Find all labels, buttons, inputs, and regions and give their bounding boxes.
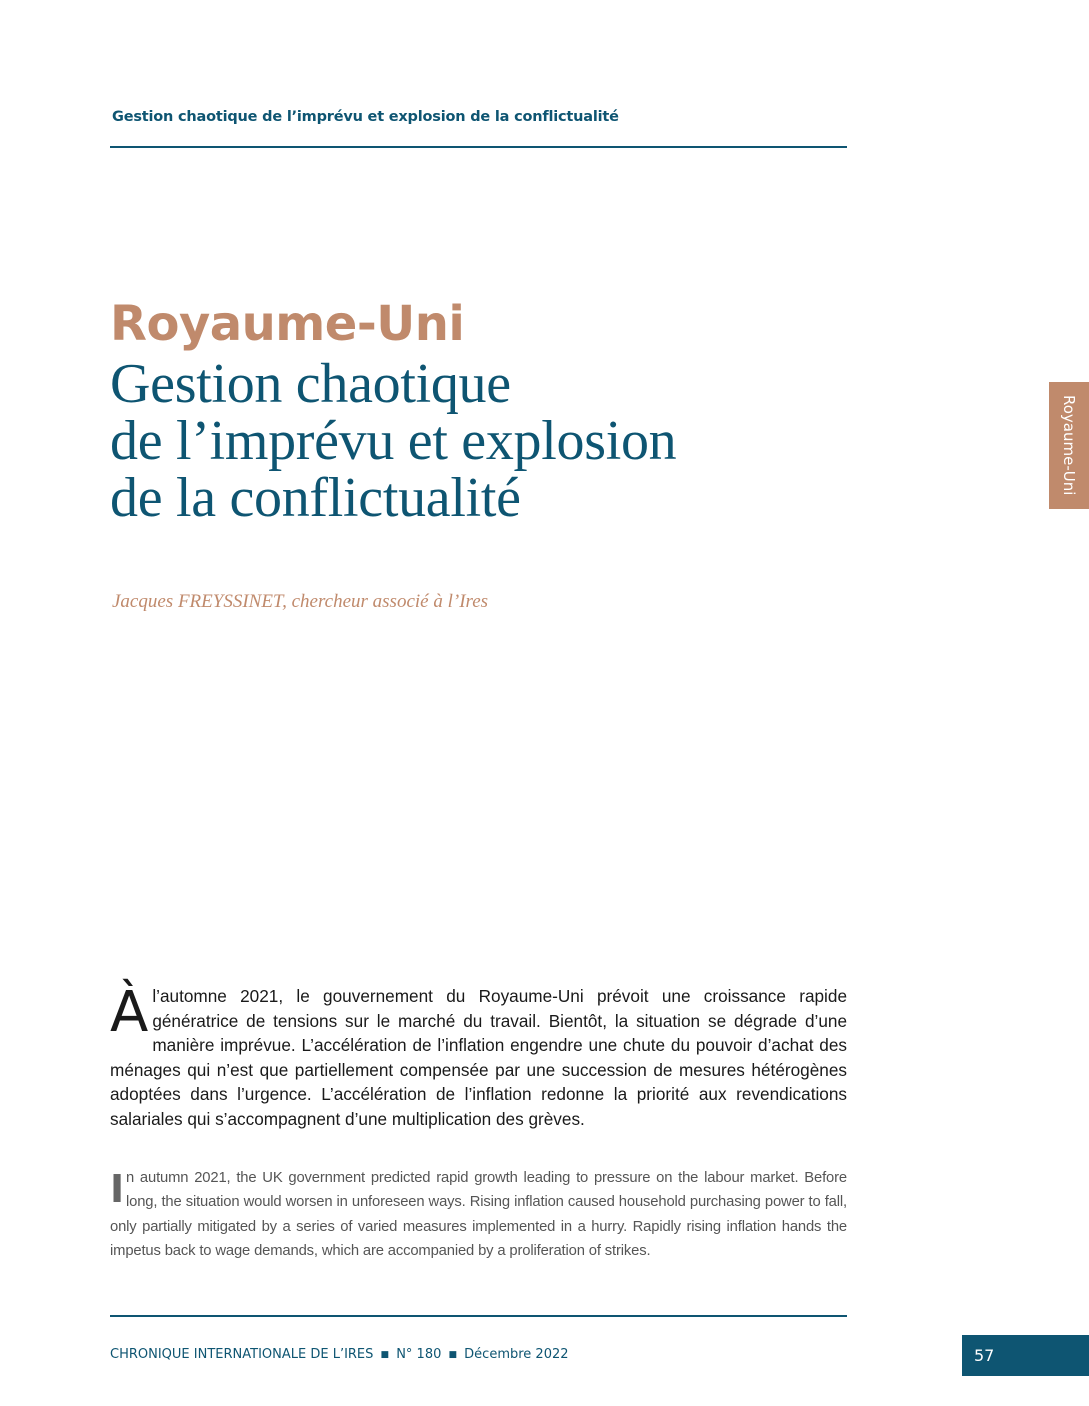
abstract-french xyxy=(110,980,847,1131)
abstract-english-text: n autumn 2021, the UK government predicted rapid growth leading to pressure on the labour market. Before long, the situation would worsen in unforeseen ways. Rising inflation caused household purchasing power to fall, only partially mitigated by a series of varied measures implemented in a hurry. Rapidly rising inflation hands the impetus back to wage demands, which are accompanied by a proliferation of strikes. xyxy=(110,1170,847,1260)
drop-cap: I xyxy=(110,1167,124,1211)
footer-rule xyxy=(110,1315,847,1317)
separator-square-icon: ■ xyxy=(448,1349,458,1360)
journal-name: CHRONIQUE INTERNATIONALE DE L’IRES xyxy=(110,1347,374,1362)
section-side-tab-label: Royaume-Uni xyxy=(1060,395,1078,496)
footer xyxy=(110,1347,569,1362)
header-rule xyxy=(110,146,847,148)
article-title-line: de la conflictualité xyxy=(110,467,521,529)
article-title-line: de l’imprévu et explosion xyxy=(110,410,677,472)
country-title: Royaume-Uni xyxy=(110,296,465,352)
issue-number: N° 180 xyxy=(396,1347,442,1362)
running-head: Gestion chaotique de l’imprévu et explosion de la conflictualité xyxy=(112,109,619,125)
drop-cap: À xyxy=(110,980,149,1045)
abstract-french-text: l’automne 2021, le gouvernement du Royaume-Uni prévoit une croissance rapide génératrice de tensions sur le marché du travail. Bientôt, la situation se dégrade d’une manière imprévue. L’accélération de l’inflation engendre une chute du pouvoir d’achat des ménages qui n’est que partiellement compensée par une succession de mesures hétérogènes adoptées dans l’urgence. L’accélération de l’inflation redonne la priorité aux revendications salariales qui s’accompagnent d’une multiplication des grèves. xyxy=(110,986,847,1129)
article-title-line: Gestion chaotique xyxy=(110,353,511,415)
abstract-english xyxy=(110,1166,847,1264)
issue-date: Décembre 2022 xyxy=(464,1347,569,1362)
page-number: 57 xyxy=(962,1335,1089,1376)
article-title-block xyxy=(110,292,676,527)
author-byline: Jacques FREYSSINET, chercheur associé à l’Ires xyxy=(112,591,489,612)
section-side-tab xyxy=(1049,382,1089,509)
separator-square-icon: ■ xyxy=(380,1349,390,1360)
